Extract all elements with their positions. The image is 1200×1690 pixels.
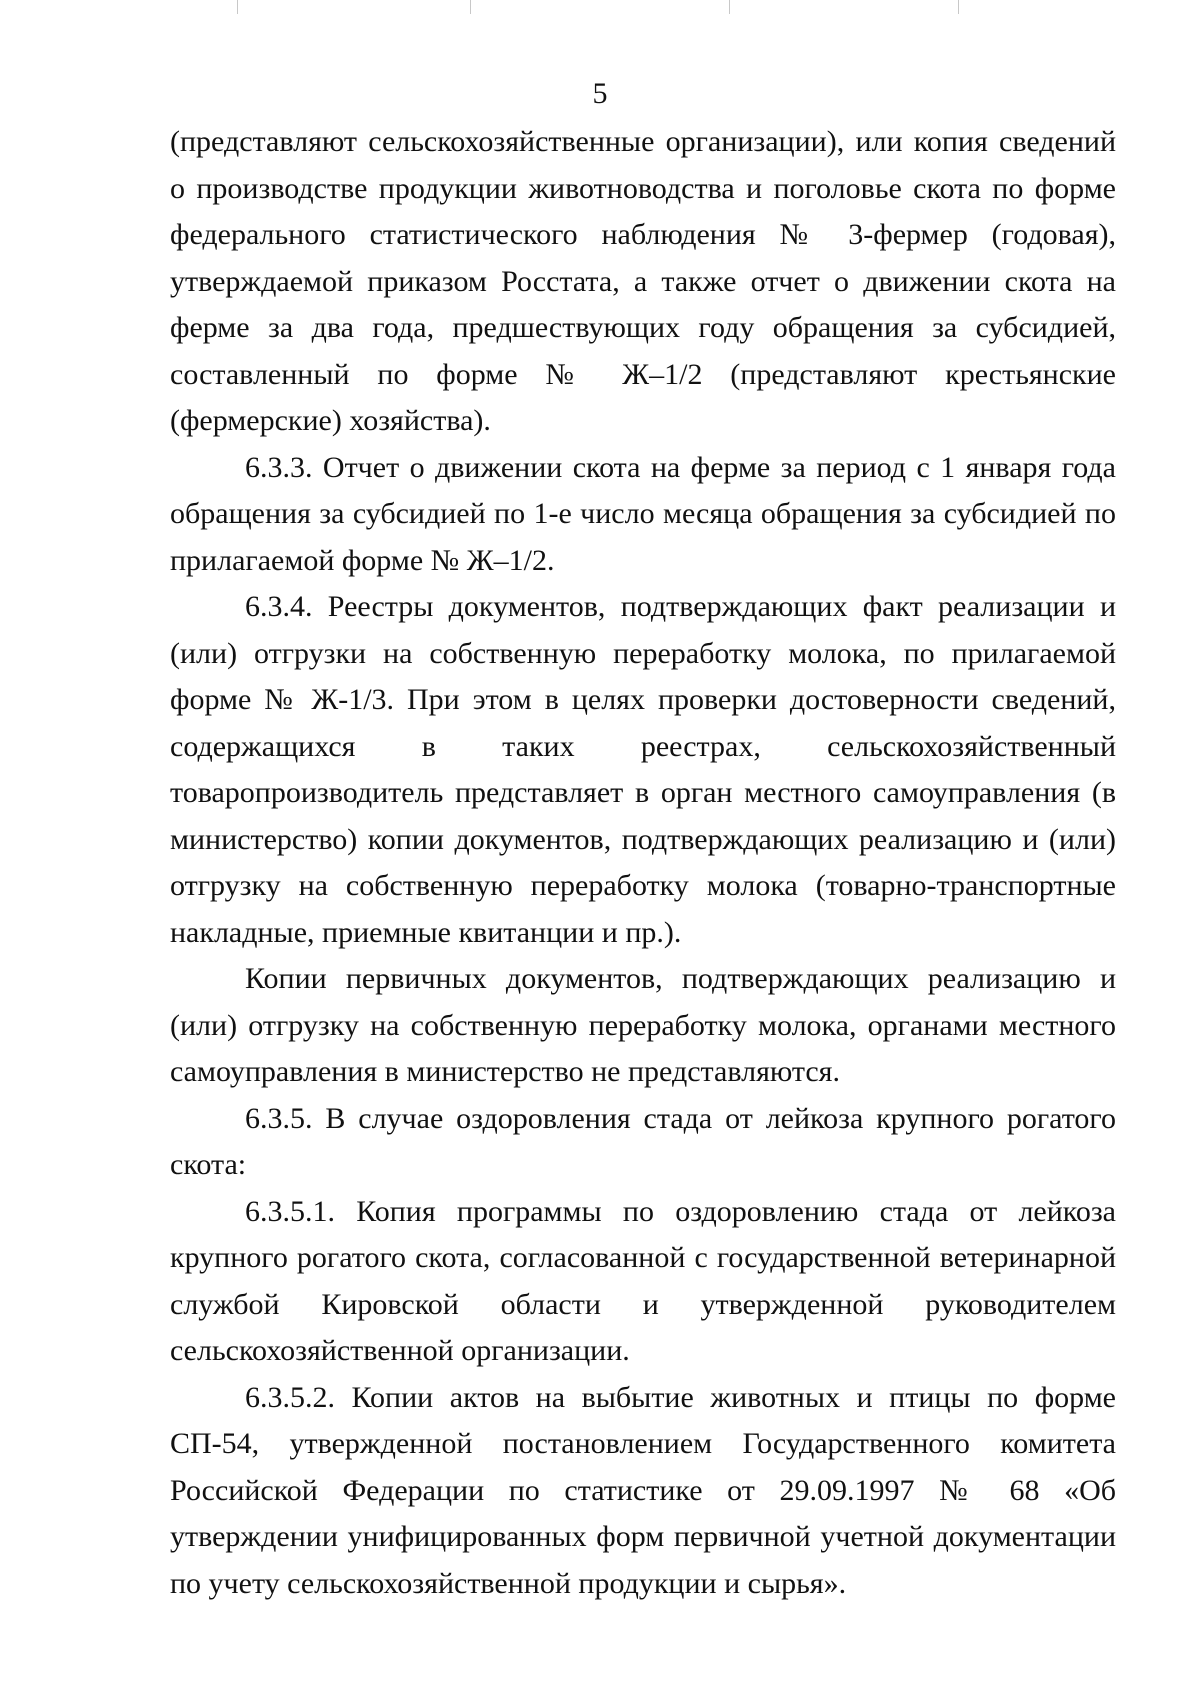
paragraph-6-3-4: 6.3.4. Реестры документов, подтверждающих факт реализации и (или) отгрузки на собственную переработку молока, по прилагаемой форме № Ж-1/3. При этом в целях проверки достоверности сведений, содержащихся в таких реестрах, сельскохозяйственный товаропроизводитель представляет в орган местного самоуправления (в министерство) копии документов, подтверждающих реализацию и (или) отгрузку на собственную переработку молока (товарно-транспортные накладные, приемные квитанции и пр.).: [170, 590, 1116, 949]
paragraph-6-3-5-1: 6.3.5.1. Копия программы по оздоровлению стада от лейкоза крупного рогатого скота, согласованной с государственной ветеринарной службой Кировской области и утвержденной руководителем сельскохозяйственной организации.: [170, 1194, 1116, 1367]
paragraph-primary-documents: Копии первичных документов, подтверждающих реализацию и (или) отгрузку на собственную переработку молока, органами местного самоуправления в министерство не представляются.: [170, 962, 1116, 1088]
scan-mark: [729, 0, 730, 14]
paragraph-6-3-5-2: 6.3.5.2. Копии актов на выбытие животных и птицы по форме СП-54, утвержденной постановлением Государственного комитета Российской Федерации по статистике от 29.09.1997 № 68 «Об утверждении унифицированных форм первичной учетной документации по учету сельскохозяйственной продукции и сырья».: [170, 1380, 1116, 1600]
paragraph-6-3-3: 6.3.3. Отчет о движении скота на ферме за период с 1 января года обращения за субсидией по 1-е число месяца обращения за субсидией по прилагаемой форме № Ж–1/2.: [170, 450, 1116, 577]
document-body: [170, 119, 1116, 1607]
scan-mark: [958, 0, 959, 14]
page-number: 5: [592, 77, 608, 110]
scan-mark: [470, 0, 471, 14]
paragraph-6-3-5: 6.3.5. В случае оздоровления стада от лейкоза крупного рогатого скота:: [170, 1101, 1116, 1181]
scan-mark: [237, 0, 238, 14]
paragraph-continuation: (представляют сельскохозяйственные организации), или копия сведений о производстве продукции животноводства и поголовье скота по форме федерального статистического наблюдения № 3-фермер (годовая), утверждаемой приказом Росстата, а также отчет о движении скота на ферме за два года, предшествующих году обращения за субсидией, составленный по форме № Ж–1/2 (представляют крестьянские (фермерские) хозяйства).: [170, 125, 1116, 437]
